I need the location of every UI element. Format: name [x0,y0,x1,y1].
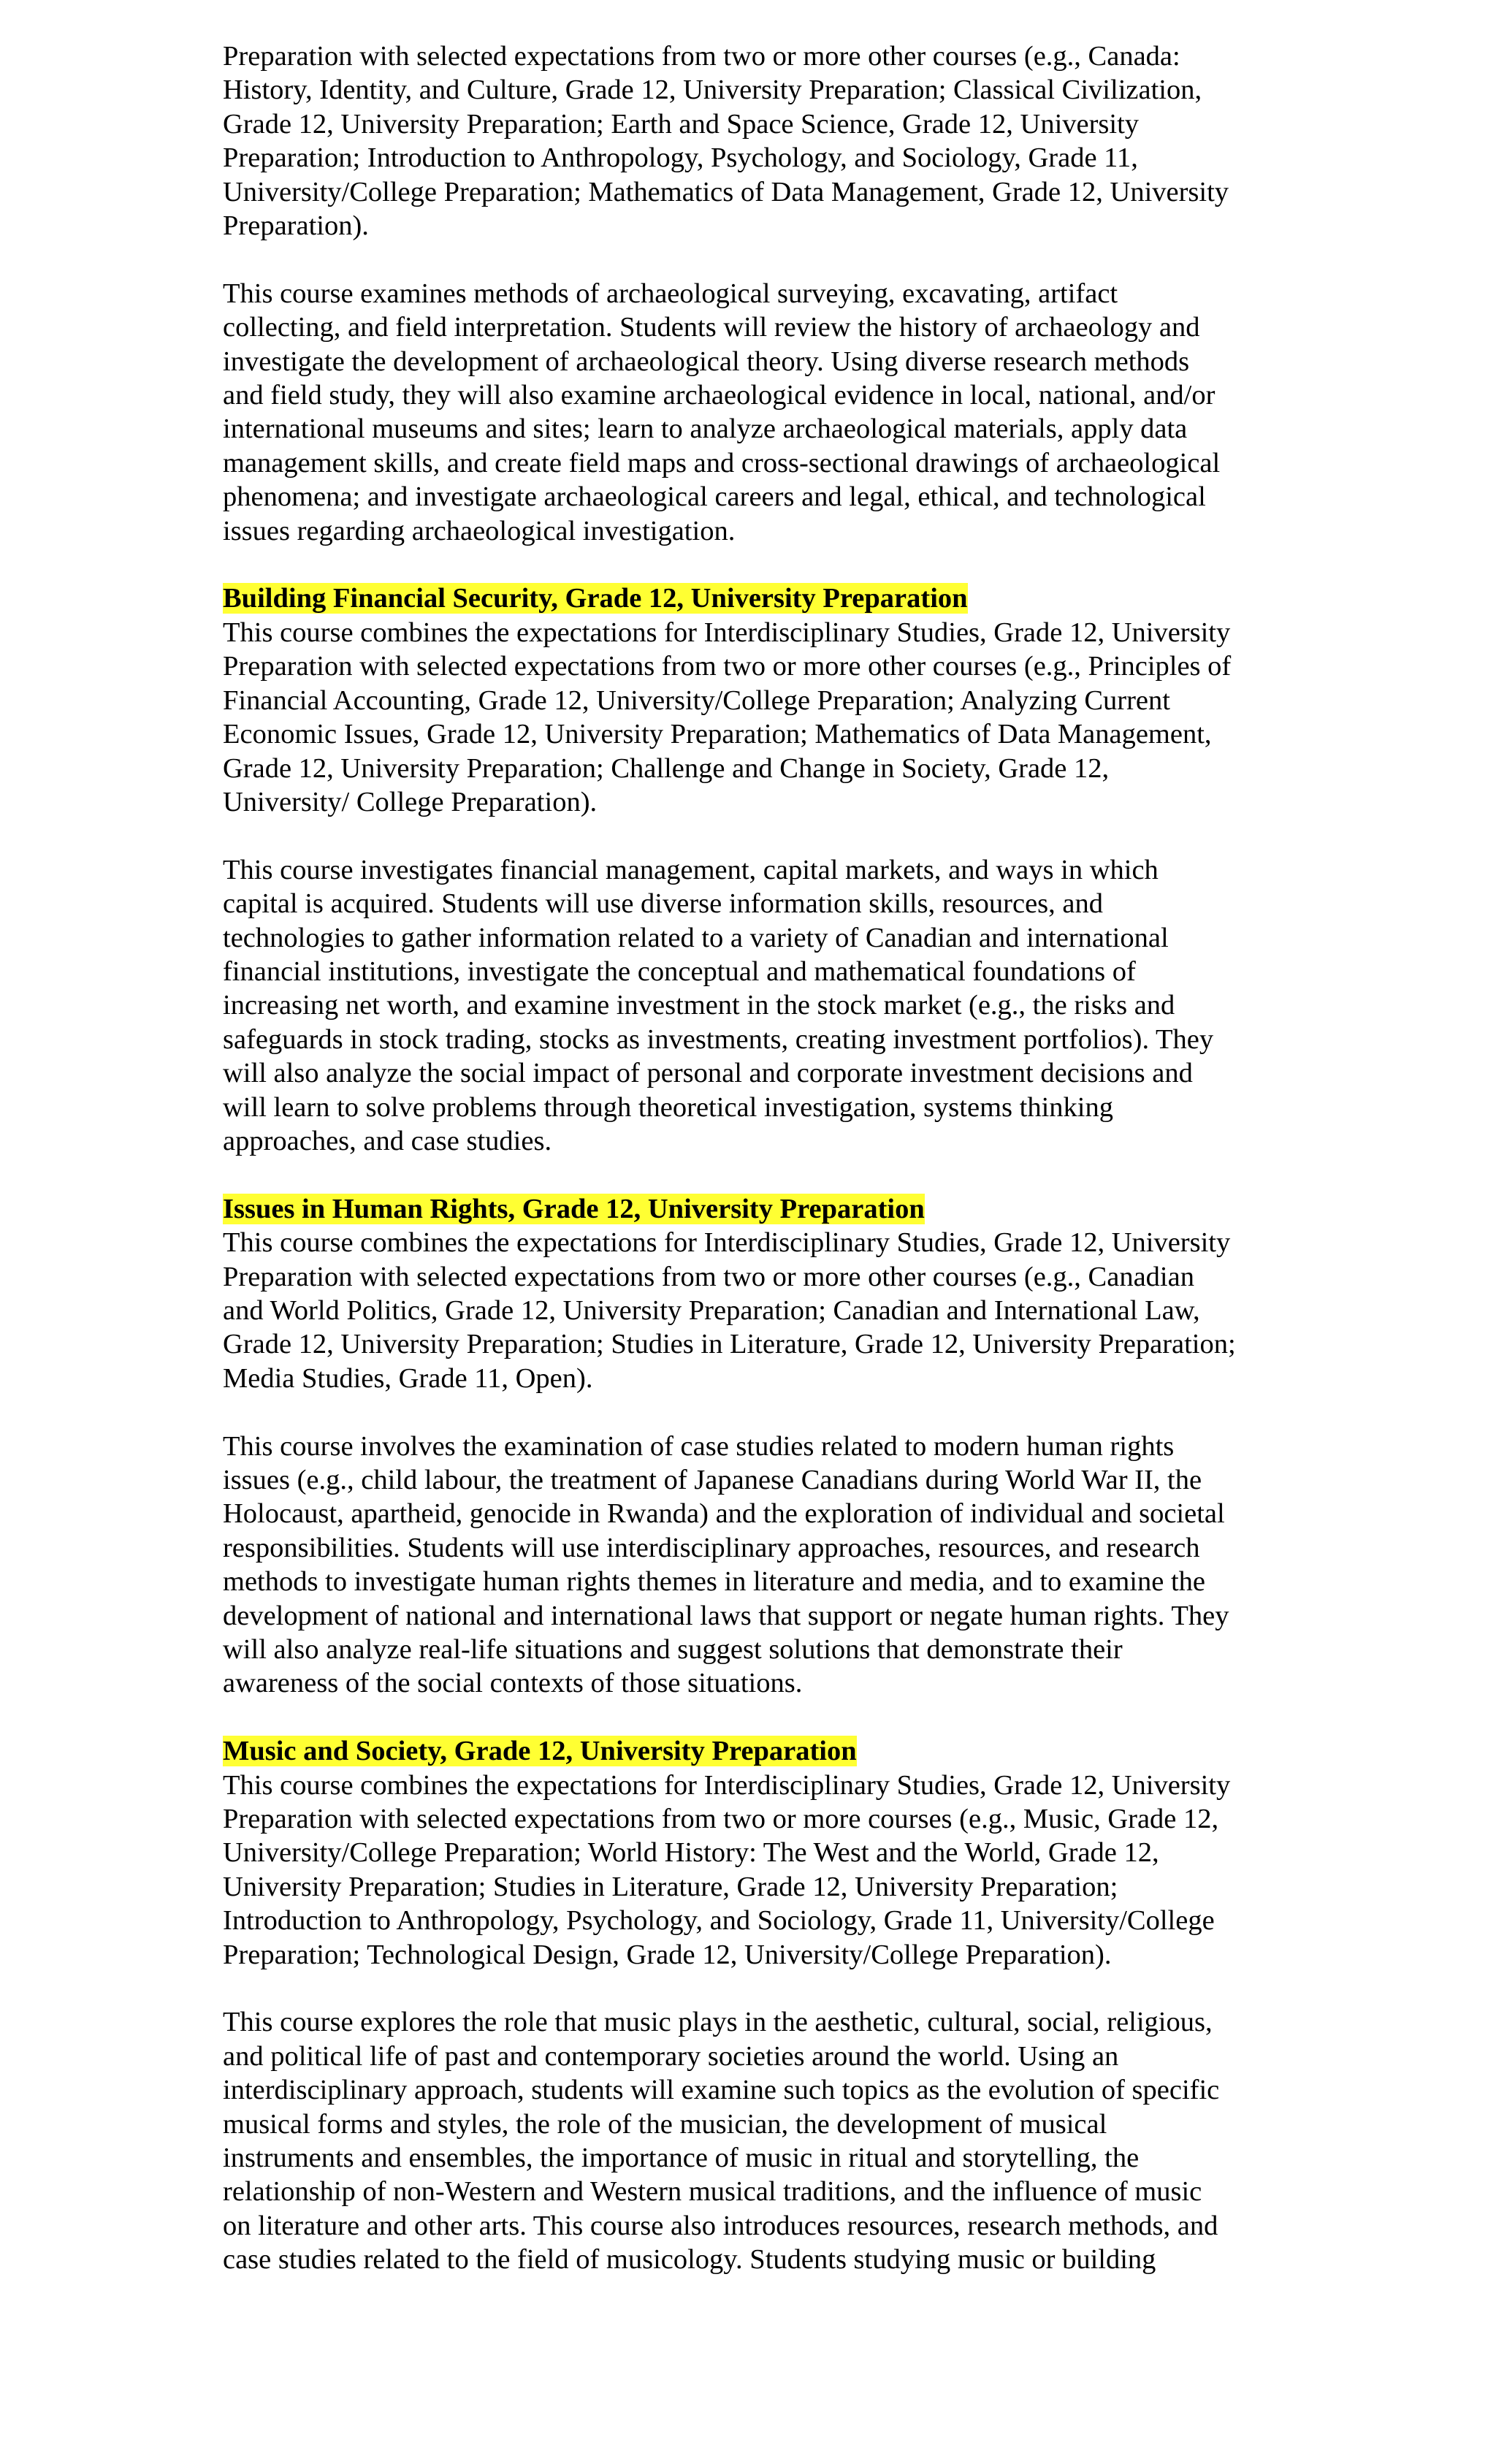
music-society-description-paragraph: This course explores the role that music plays in the aesthetic, cultural, social, religious, and political life of past and contemporary societies around the world. Using an interdisciplinary approach, students will examine such topics as the evolution of specific musical forms and styles, the role of the musician, the development of musical instruments and ensembles, the importance of music in ritual and storytelling, the relationship of non-Western and Western musical traditions, and the influence of music on literature and other arts. This course also introduces resources, research methods, and case studies related to the field of musicology. Students studying music or building [223,2007,1220,2276]
paragraph-spacer [223,1701,1297,1734]
document-page [223,39,1297,2277]
paragraph-spacer [223,243,1297,276]
paragraph-spacer [223,1972,1297,2005]
archaeology-description-paragraph: This course examines methods of archaeological surveying, excavating, artifact collecting, and field interpretation. Students will review the history of archaeology and investigate the development of archaeological theory. Using diverse research methods and field study, they will also examine archaeological evidence in local, national, and/or international museums and sites; learn to analyze archaeological materials, apply data management skills, and create field maps and cross-sectional drawings of archaeological phenomena; and investigate archaeological careers and legal, ethical, and technological issues regarding archaeological investigation. [223,278,1221,546]
course-heading-building-financial-security [223,581,1297,615]
paragraph-spacer [223,1158,1297,1191]
financial-security-description-paragraph: This course investigates financial management, capital markets, and ways in which capital is acquired. Students will use diverse information skills, resources, and technologies to gather information related to a variety of Canadian and international financial institutions, investigate the conceptual and mathematical foundations of increasing net worth, and examine investment in the stock market (e.g., the risks and safeguards in stock trading, stocks as investments, creating investment portfolios). They will also analyze the social impact of personal and corporate investment decisions and will learn to solve problems through theoretical investigation, systems thinking approaches, and case studies. [223,854,1214,1156]
financial-security-prerequisites-paragraph: This course combines the expectations for Interdisciplinary Studies, Grade 12, University Preparation with selected expectations from two or more other courses (e.g., Principles of Financial Accounting, Grade 12, University/College Preparation; Analyzing Current Economic Issues, Grade 12, University Preparation; Mathematics of Data Management, Grade 12, University Preparation; Challenge and Change in Society, Grade 12, University/ College Preparation). [223,617,1232,817]
course-heading-music-and-society [223,1734,1297,1768]
highlighted-heading-text: Building Financial Security, Grade 12, University Preparation [223,583,968,614]
music-society-prerequisites-paragraph: This course combines the expectations for Interdisciplinary Studies, Grade 12, University Preparation with selected expectations from two or more courses (e.g., Music, Grade 12, University/College Preparation; World History: The West and the World, Grade 12, University Preparation; Studies in Literature, Grade 12, University Preparation; Introduction to Anthropology, Psychology, and Sociology, Grade 11, University/College Preparation; Technological Design, Grade 12, University/College Preparation). [223,1769,1231,1970]
paragraph-spacer [223,1395,1297,1429]
highlighted-heading-text: Music and Society, Grade 12, University Preparation [223,1736,857,1767]
paragraph-spacer [223,819,1297,853]
paragraph-spacer [223,548,1297,581]
course-heading-issues-in-human-rights [223,1192,1297,1226]
human-rights-description-paragraph: This course involves the examination of case studies related to modern human rights issues (e.g., child labour, the treatment of Japanese Canadians during World War II, the Holocaust, apartheid, genocide in Rwanda) and the exploration of individual and societal responsibilities. Students will use interdisciplinary approaches, resources, and research methods to investigate human rights themes in literature and media, and to examine the development of national and international laws that support or negate human rights. They will also analyze real-life situations and suggest solutions that demonstrate their awareness of the social contexts of those situations. [223,1430,1229,1699]
highlighted-heading-text: Issues in Human Rights, Grade 12, University Preparation [223,1193,925,1224]
archaeology-prerequisites-paragraph: Preparation with selected expectations from two or more other courses (e.g., Canada: History, Identity, and Culture, Grade 12, University Preparation; Classical Civilization, Grade 12, University Preparation; Earth and Space Science, Grade 12, University Preparation; Introduction to Anthropology, Psychology, and Sociology, Grade 11, University/College Preparation; Mathematics of Data Management, Grade 12, University Preparation). [223,41,1229,242]
human-rights-prerequisites-paragraph: This course combines the expectations for Interdisciplinary Studies, Grade 12, University Preparation with selected expectations from two or more other courses (e.g., Canadian and World Politics, Grade 12, University Preparation; Canadian and International Law, Grade 12, University Preparation; Studies in Literature, Grade 12, University Preparation; Media Studies, Grade 11, Open). [223,1227,1236,1394]
